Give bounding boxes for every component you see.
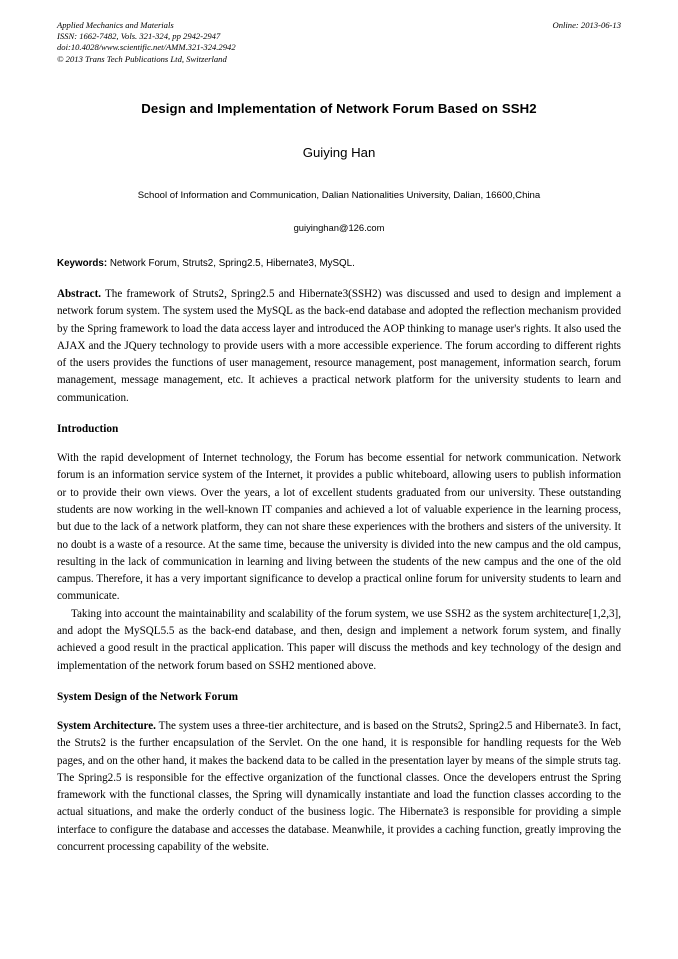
journal-header (57, 20, 621, 70)
subsection-label-system-architecture: System Architecture. (57, 719, 156, 732)
abstract-label: Abstract. (57, 288, 102, 300)
introduction-paragraph-2: Taking into account the maintainability and scalability of the forum system, we use SSH2 as the system architecture[1,2,3], and adopt the MySQL5.5 as the back-end database, and then, design and implement a network forum system, and finally achieved a good result in the practical application. This paper will discuss the methods and key technology of the design and implementation of the network forum based on SSH2 mentioned above. (57, 607, 621, 672)
introduction-paragraph-1: With the rapid development of Internet technology, the Forum has become essential for network communication. Network forum is an information service system of the Internet, it provides a public whiteboard, allowing users to publish information or to provide their own views. Over the years, a lot of excellent students graduated from our university. These outstanding students are now working in the well-known IT companies and achieved a lot of valuable experience in the learning process, but due to the lack of a network platform, they can not share these experiences with the brothers and sisters of the university. It no doubt is a waste of a resource. At the same time, because the university is divided into the new campus and the old campus, resulting in the lack of communication in learning and living between the students of the new campus and the one of the old campus. Therefore, it has a very important significance to develop a practical online forum for university students to learn and communicate. (57, 452, 621, 603)
keywords-line (57, 257, 621, 271)
section-heading-system-design: System Design of the Network Forum (57, 690, 239, 703)
keywords-values: Network Forum, Struts2, Spring2.5, Hibernate3, MySQL. (107, 258, 355, 269)
author-email: guiyinghan@126.com (293, 222, 385, 233)
system-architecture-text: The system uses a three-tier architecture, and is based on the Struts2, Spring2.5 and Hibernate3. In fact, the Struts2 is the further encapsulation of the Servlet. On the one hand, it is responsible for handling requests for the Web pages, and on the other hand, it makes the backend data to be called in the presentation layer by means of the simple struts tag. The Spring2.5 is responsible for the effective organization of the functional classes. Once the developers entrust the Spring framework with the functional classes, the Spring will dynamically instantiate and load the function classes according to the actual situations, and make the orderly conduct of the business logic. The Hibernate3 is responsible for providing a simple interface to configure the database and accesses the database. Meanwhile, it provides a caching function, greatly improving the concurrent processing capability of the website. (57, 719, 622, 854)
section-heading-introduction: Introduction (57, 423, 119, 436)
page-title: Design and Implementation of Network Forum Based on SSH2 (141, 101, 537, 116)
journal-header-left (57, 20, 477, 65)
online-publication-date: Online: 2013-06-13 (552, 20, 621, 30)
author-name: Guiying Han (302, 145, 376, 160)
journal-name: Applied Mechanics and Materials (57, 20, 174, 30)
journal-doi: doi:10.4028/www.scientific.net/AMM.321-324.2942 (57, 42, 236, 53)
journal-issn-volume: ISSN: 1662-7482, Vols. 321-324, pp 2942-2947 (57, 31, 221, 42)
keywords-label: Keywords: (57, 258, 108, 269)
author-affiliation: School of Information and Communication, Dalian Nationalities University, Dalian, 16600,China (137, 190, 541, 201)
journal-copyright: © 2013 Trans Tech Publications Ltd, Switzerland (57, 53, 227, 64)
system-architecture-paragraph (57, 718, 621, 856)
abstract-text: The framework of Struts2, Spring2.5 and Hibernate3(SSH2) was discussed and used to design and implement a network forum system. The system used the MySQL as the back-end database and adopted the reflection mechanism provided by the Spring framework to load the data access layer and introduced the AOP thinking to manage user's rights. It also used the AJAX and the JQuery technology to provide users with a more accessible experience. The forum according to different rights of the users provides the functions of user management, resource management, post management, information search, forum management, message management, etc. It achieves a practical network platform for the university students to learn and communication. (57, 288, 621, 404)
abstract-paragraph (57, 286, 621, 407)
